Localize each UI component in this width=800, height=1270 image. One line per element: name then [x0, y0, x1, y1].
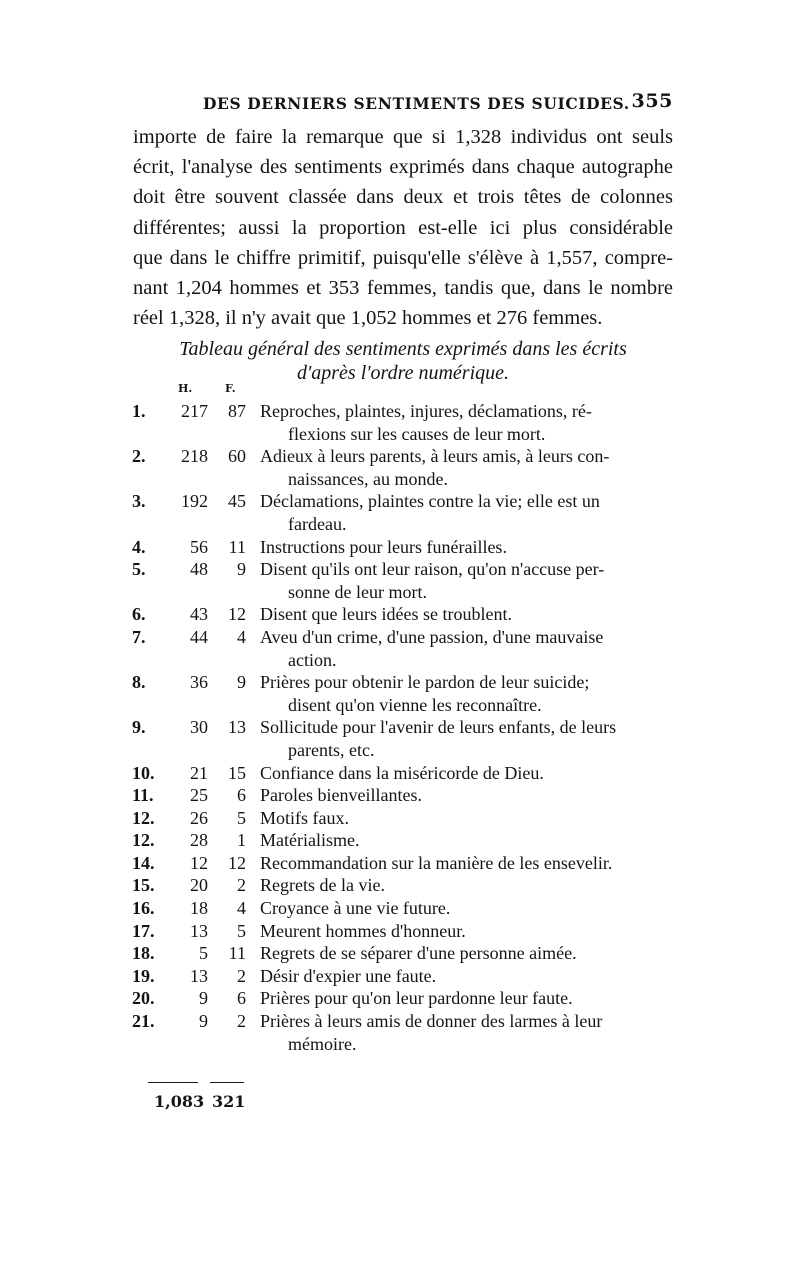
row-description-line-1: Instructions pour leurs funérailles.	[260, 536, 507, 557]
row-count-f: 15	[228, 762, 246, 783]
column-header-f: F.	[225, 382, 236, 395]
row-number: 8.	[132, 672, 146, 693]
row-count-f: 4	[237, 626, 246, 647]
row-count-h: 9	[199, 1011, 208, 1032]
row-description-line-1: Prières à leurs amis de donner des larmes à leur	[260, 1011, 603, 1032]
row-number: 4.	[132, 536, 146, 557]
table-row	[0, 558, 800, 603]
row-description	[260, 987, 672, 1010]
row-count-h: 218	[181, 446, 208, 467]
row-description-line-1: Disent que leurs idées se troublent.	[260, 604, 512, 625]
row-number: 2.	[132, 446, 146, 467]
row-description	[260, 671, 672, 716]
row-count-h: 13	[190, 965, 208, 986]
row-count-h: 21	[190, 762, 208, 783]
table-row	[0, 874, 800, 897]
row-count-f: 11	[228, 943, 246, 964]
row-number: 16.	[132, 898, 155, 919]
row-count-h: 13	[190, 920, 208, 941]
row-description-line-1: Motifs faux.	[260, 807, 349, 828]
row-description	[260, 716, 672, 761]
row-description-line-1: Adieux à leurs parents, à leurs amis, à leurs con-	[260, 446, 610, 467]
row-count-f: 2	[237, 875, 246, 896]
row-description	[260, 558, 672, 603]
row-description	[260, 829, 672, 852]
row-description-line-1: Meurent hommes d'honneur.	[260, 920, 466, 941]
running-head	[133, 90, 673, 118]
row-description-line-2: action.	[288, 649, 337, 670]
row-description	[260, 807, 672, 830]
row-count-h: 20	[190, 875, 208, 896]
row-count-f: 1	[237, 830, 246, 851]
row-description-line-2: sonne de leur mort.	[288, 581, 427, 602]
row-description	[260, 920, 672, 943]
row-count-f: 5	[237, 920, 246, 941]
row-number: 5.	[132, 559, 146, 580]
row-count-f: 2	[237, 965, 246, 986]
row-description	[260, 445, 672, 490]
row-number: 3.	[132, 491, 146, 512]
total-f: 321	[212, 1092, 246, 1111]
column-headers	[0, 382, 800, 398]
table-row	[0, 626, 800, 671]
row-count-f: 6	[237, 785, 246, 806]
row-number: 17.	[132, 920, 155, 941]
row-count-h: 36	[190, 672, 208, 693]
row-description-line-2: fardeau.	[288, 513, 347, 534]
paragraph-line: écrit, l'analyse des sentiments exprimés dans chaque autographe	[133, 156, 673, 179]
row-description-line-1: Reproches, plaintes, injures, déclamations, ré-	[260, 401, 592, 421]
table-title-line-2: d'après l'ordre numérique.	[296, 362, 510, 384]
row-description-line-1: Matérialisme.	[260, 830, 360, 851]
table-row	[0, 400, 800, 445]
table-row	[0, 942, 800, 965]
row-count-h: 56	[190, 536, 208, 557]
paragraph-line: nant 1,204 hommes et 353 femmes, tandis que, dans le nombre	[133, 277, 673, 300]
row-number: 7.	[132, 626, 146, 647]
table-row	[0, 807, 800, 830]
page-number: 355	[631, 90, 673, 112]
row-number: 12.	[132, 830, 155, 851]
row-count-h: 48	[190, 559, 208, 580]
row-count-f: 87	[228, 401, 246, 421]
row-description-line-2: flexions sur les causes de leur mort.	[288, 423, 546, 444]
row-description-line-2: disent qu'on vienne les reconnaître.	[288, 694, 542, 715]
row-count-h: 44	[190, 626, 208, 647]
row-description-line-1: Recommandation sur la manière de les ensevelir.	[260, 852, 613, 873]
row-count-f: 9	[237, 559, 246, 580]
table-row	[0, 536, 800, 559]
row-description-line-2: parents, etc.	[288, 739, 375, 760]
total-rule-f	[210, 1082, 244, 1083]
row-description-line-1: Prières pour obtenir le pardon de leur suicide;	[260, 672, 590, 693]
row-count-f: 13	[228, 717, 246, 738]
table-row	[0, 897, 800, 920]
row-number: 21.	[132, 1011, 155, 1032]
row-count-f: 9	[237, 672, 246, 693]
row-description-line-1: Disent qu'ils ont leur raison, qu'on n'accuse per-	[260, 559, 605, 580]
row-description-line-2: naissances, au monde.	[288, 468, 448, 489]
row-count-f: 11	[228, 536, 246, 557]
row-description	[260, 603, 672, 626]
row-count-f: 5	[237, 807, 246, 828]
row-count-h: 5	[199, 943, 208, 964]
body-paragraph	[133, 122, 673, 333]
row-description	[260, 1010, 672, 1055]
row-description-line-2: mémoire.	[288, 1033, 357, 1054]
row-description	[260, 965, 672, 988]
table-row	[0, 671, 800, 716]
column-header-h: H.	[178, 382, 193, 395]
row-count-f: 60	[228, 446, 246, 467]
row-count-h: 217	[181, 401, 208, 421]
table-row	[0, 965, 800, 988]
row-description	[260, 400, 672, 445]
paragraph-line: réel 1,328, il n'y avait que 1,052 hommes et 276 femmes.	[133, 307, 603, 330]
row-count-h: 30	[190, 717, 208, 738]
table-row	[0, 852, 800, 875]
table-row	[0, 762, 800, 785]
table-row	[0, 1010, 800, 1055]
paragraph-line: importe de faire la remarque que si 1,328 individus ont seuls	[133, 126, 673, 148]
row-number: 1.	[132, 401, 146, 421]
row-number: 20.	[132, 988, 155, 1009]
paragraph-line: doit être souvent classée dans deux et trois têtes de colonnes	[133, 186, 673, 209]
row-number: 10.	[132, 762, 155, 783]
row-description	[260, 762, 672, 785]
row-number: 11.	[132, 785, 154, 806]
table-row	[0, 920, 800, 943]
row-description-line-1: Paroles bienveillantes.	[260, 785, 422, 806]
row-description-line-1: Sollicitude pour l'avenir de leurs enfants, de leurs	[260, 717, 617, 738]
row-number: 15.	[132, 875, 155, 896]
row-count-h: 25	[190, 785, 208, 806]
paragraph-line: différentes; aussi la proportion est-elle ici plus considérable	[133, 216, 673, 239]
row-count-h: 43	[190, 604, 208, 625]
row-count-f: 6	[237, 988, 246, 1009]
row-description-line-1: Désir d'expier une faute.	[260, 965, 437, 986]
row-description	[260, 942, 672, 965]
table-row	[0, 784, 800, 807]
row-description	[260, 897, 672, 920]
running-title: DES DERNIERS SENTIMENTS DES SUICIDES.	[203, 94, 630, 113]
sentiments-table	[0, 400, 800, 1055]
row-description-line-1: Aveu d'un crime, d'une passion, d'une mauvaise	[260, 626, 604, 647]
table-row	[0, 716, 800, 761]
row-number: 19.	[132, 965, 155, 986]
row-description-line-1: Croyance à une vie future.	[260, 898, 451, 919]
row-description-line-1: Regrets de la vie.	[260, 875, 385, 896]
table-title	[133, 337, 673, 385]
row-number: 9.	[132, 717, 146, 738]
total-rule-h	[148, 1082, 198, 1083]
row-description-line-1: Regrets de se séparer d'une personne aimée.	[260, 943, 577, 964]
table-row	[0, 445, 800, 490]
row-number: 12.	[132, 807, 155, 828]
row-count-f: 45	[228, 491, 246, 512]
row-count-h: 12	[190, 852, 208, 873]
row-description	[260, 852, 672, 875]
row-number: 18.	[132, 943, 155, 964]
row-count-h: 28	[190, 830, 208, 851]
row-description-line-1: Confiance dans la miséricorde de Dieu.	[260, 762, 544, 783]
row-number: 14.	[132, 852, 155, 873]
row-description	[260, 490, 672, 535]
row-count-h: 26	[190, 807, 208, 828]
row-description-line-1: Déclamations, plaintes contre la vie; elle est un	[260, 491, 600, 512]
table-title-line-1: Tableau général des sentiments exprimés dans les écrits	[179, 338, 627, 360]
table-row	[0, 829, 800, 852]
paragraph-line: que dans le chiffre primitif, puisqu'elle s'élève à 1,557, compre-	[133, 246, 673, 269]
row-count-f: 4	[237, 898, 246, 919]
total-h: 1,083	[154, 1092, 205, 1111]
row-count-h: 9	[199, 988, 208, 1009]
row-number: 6.	[132, 604, 146, 625]
row-count-f: 2	[237, 1011, 246, 1032]
row-count-f: 12	[228, 852, 246, 873]
row-count-h: 192	[181, 491, 208, 512]
table-row	[0, 603, 800, 626]
row-count-f: 12	[228, 604, 246, 625]
row-count-h: 18	[190, 898, 208, 919]
table-row	[0, 490, 800, 535]
row-description	[260, 784, 672, 807]
row-description	[260, 626, 672, 671]
row-description	[260, 874, 672, 897]
row-description	[260, 536, 672, 559]
table-row	[0, 987, 800, 1010]
row-description-line-1: Prières pour qu'on leur pardonne leur faute.	[260, 988, 573, 1009]
